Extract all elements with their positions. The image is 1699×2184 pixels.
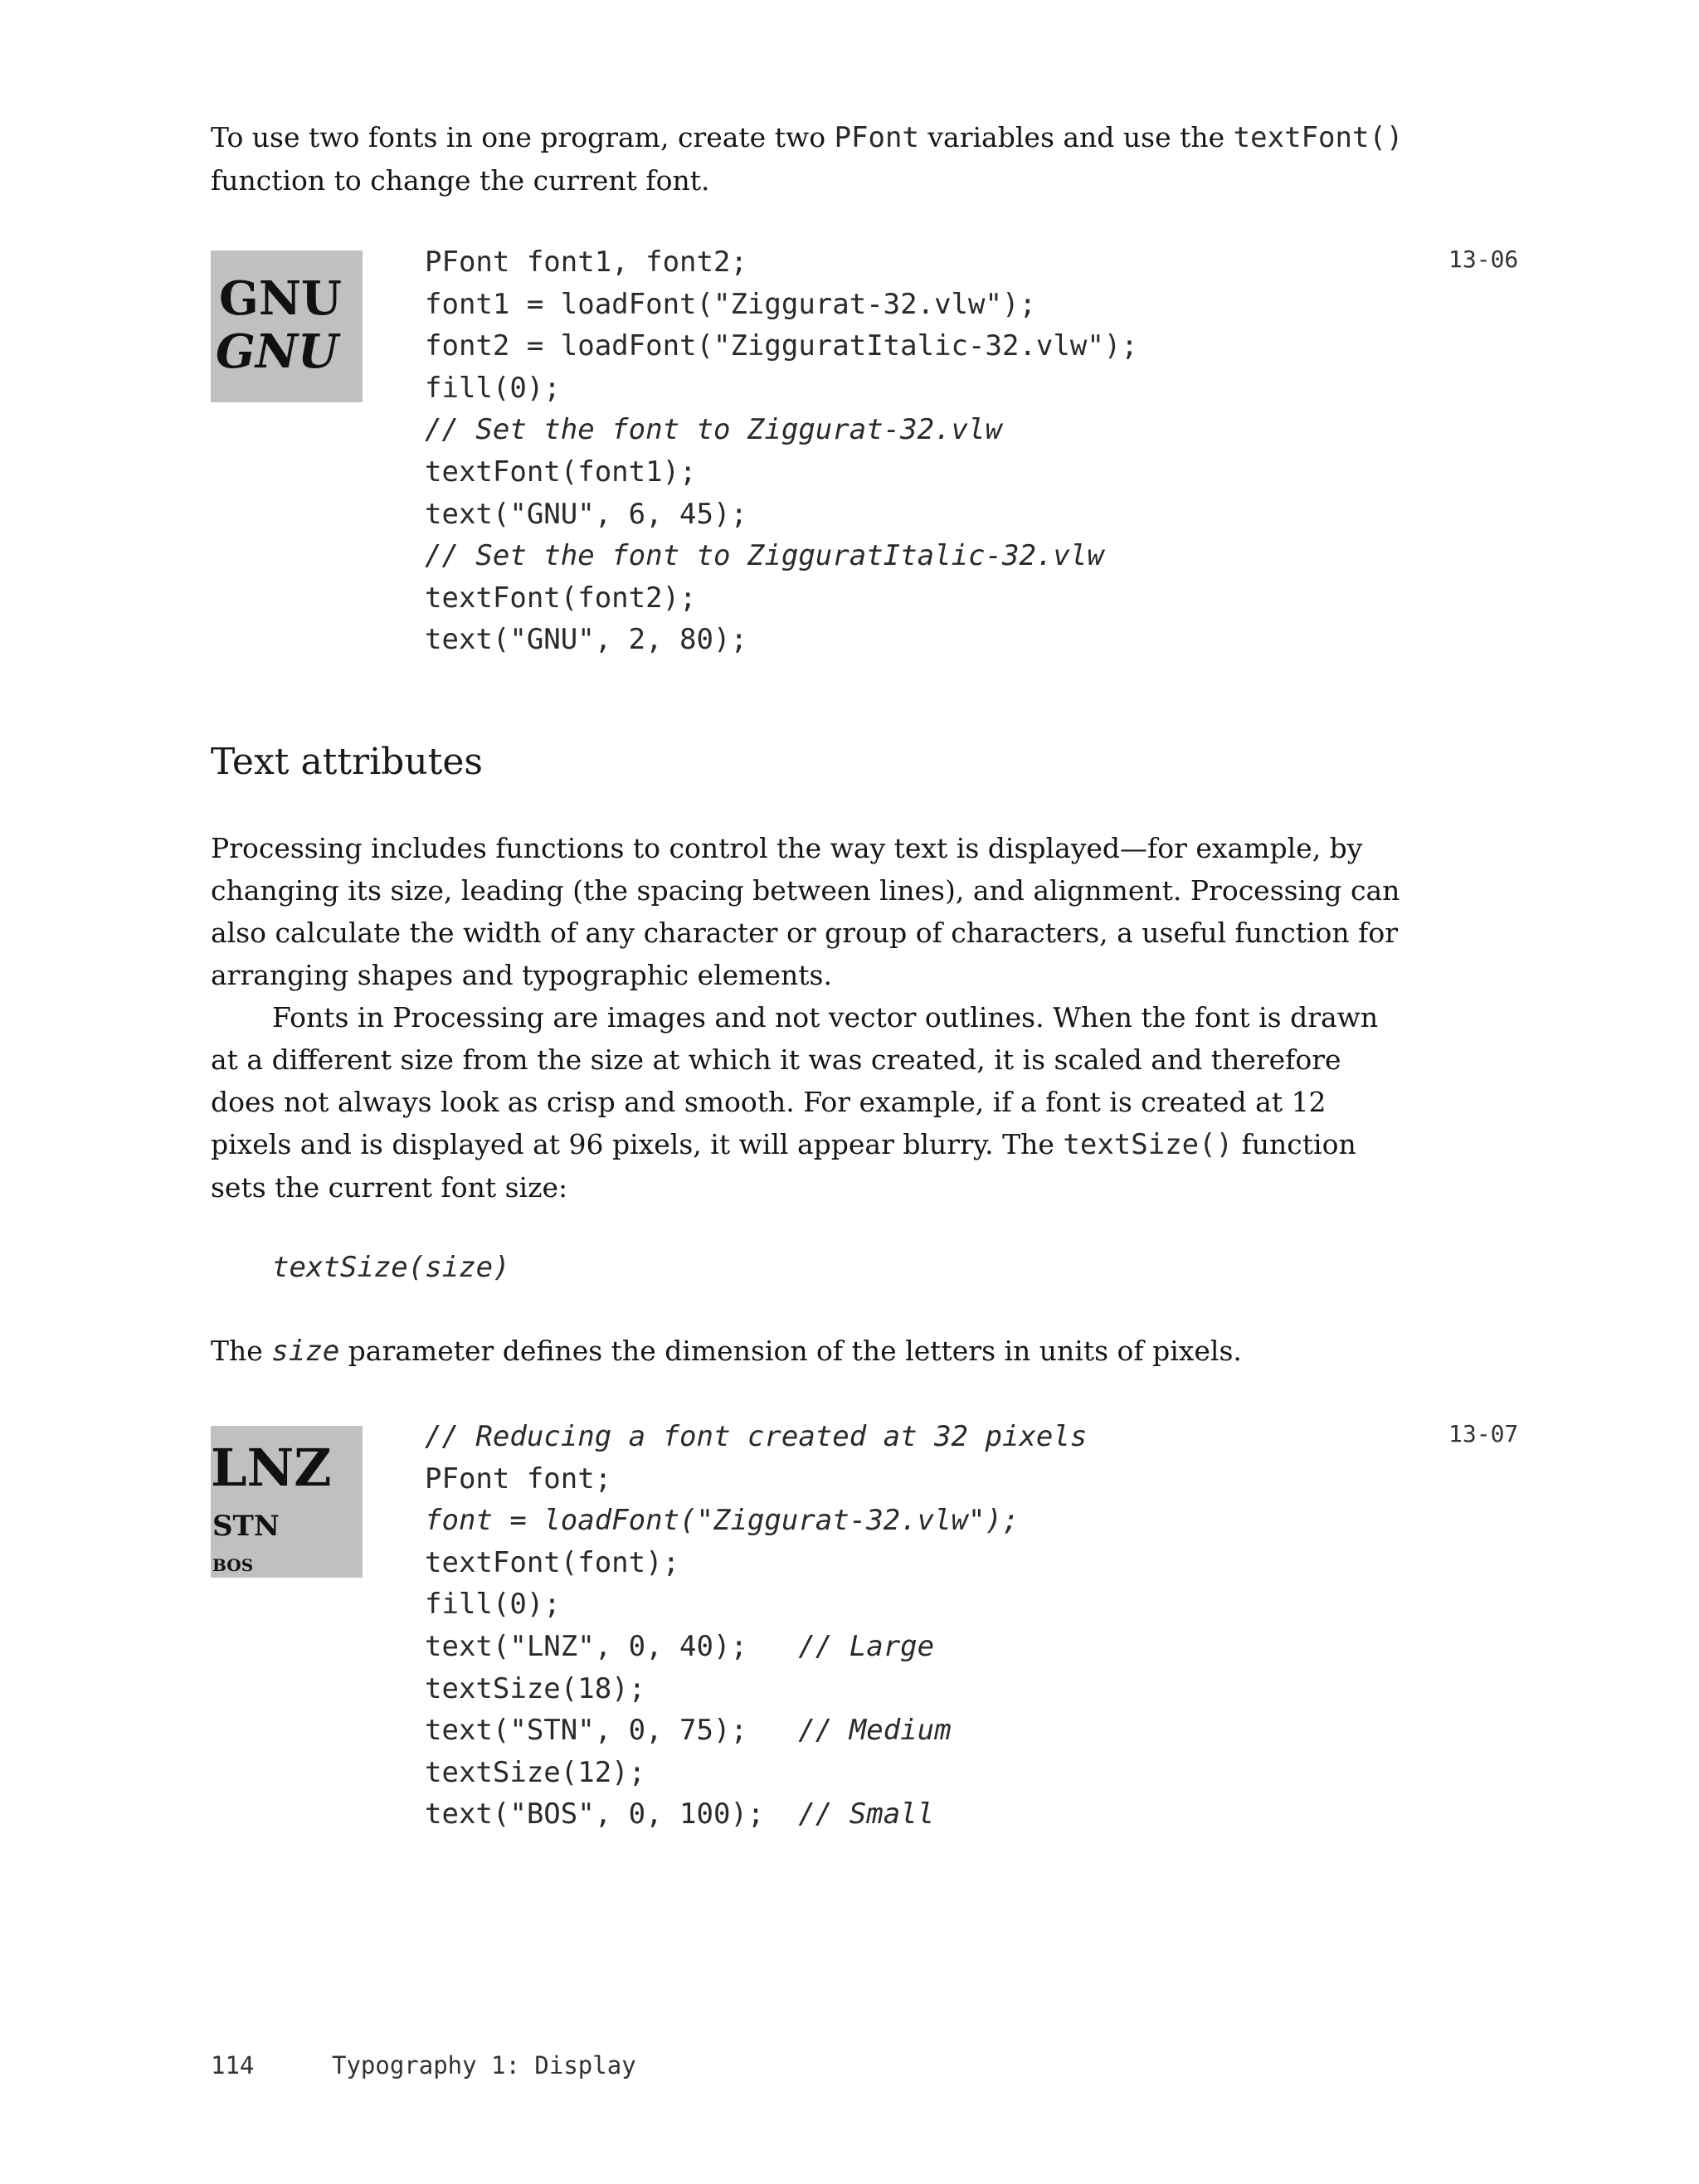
intro-paragraph bbox=[211, 116, 1414, 202]
code-text: textSize(12); bbox=[425, 1755, 646, 1789]
code-text: text("BOS", 0, 100); bbox=[425, 1797, 799, 1831]
code-text: fill(0); bbox=[425, 1588, 561, 1622]
intro-text-3: function to change the current font. bbox=[211, 164, 710, 197]
code-comment: // Reducing a font created at 32 pixels bbox=[425, 1420, 1088, 1453]
code-comment: // Set the font to Ziggurat-32.vlw bbox=[425, 413, 1002, 447]
page-number: 114 bbox=[211, 2051, 255, 2079]
paragraph-text-attributes: Processing includes functions to control the way text is displayed—for example, by changing its size, leading (the spacing between lines), and alignment. Processing can also calculate the width of any character or group of characters, a useful function for arranging shapes and typographic elements. bbox=[211, 832, 1400, 991]
code-line bbox=[425, 1793, 1087, 1836]
code-text: fill(0); bbox=[425, 371, 561, 405]
code-text: PFont font; bbox=[425, 1462, 612, 1496]
code-comment: // Small bbox=[798, 1797, 935, 1831]
code-line bbox=[425, 1500, 1087, 1542]
code-text: text("LNZ", 0, 40); bbox=[425, 1629, 799, 1663]
code-text: text("STN", 0, 75); bbox=[425, 1714, 799, 1748]
output-text-lnz: LNZ bbox=[211, 1437, 332, 1498]
code-line bbox=[425, 1710, 1087, 1752]
output-text-gnu: GNU bbox=[219, 271, 342, 326]
inline-code-textfont: textFont() bbox=[1233, 121, 1404, 154]
example-13-06-output-image bbox=[211, 251, 363, 402]
example-13-07-code bbox=[425, 1416, 1087, 1836]
code-comment: // Medium bbox=[798, 1714, 952, 1748]
code-line bbox=[425, 1458, 1087, 1501]
code-line bbox=[425, 1583, 1087, 1626]
code-line bbox=[425, 451, 1138, 494]
code-text: text("GNU", 6, 45); bbox=[425, 497, 747, 531]
code-text: PFont font1, font2; bbox=[425, 246, 747, 279]
chapter-title: Typography 1: Display bbox=[332, 2051, 636, 2079]
code-text: text("GNU", 2, 80); bbox=[425, 623, 747, 657]
code-comment: // Set the font to ZigguratItalic-32.vlw bbox=[425, 539, 1104, 573]
code-line bbox=[425, 367, 1138, 410]
code-comment: // Large bbox=[798, 1629, 935, 1663]
code-line bbox=[425, 494, 1138, 536]
code-line bbox=[425, 284, 1138, 326]
code-line bbox=[425, 577, 1138, 620]
param-text-2: parameter defines the dimension of the letters in units of pixels. bbox=[339, 1335, 1242, 1367]
syntax-textsize: textSize(size) bbox=[272, 1251, 510, 1284]
code-text: font2 = loadFont("ZigguratItalic-32.vlw"); bbox=[425, 329, 1138, 363]
intro-text-2: variables and use the bbox=[918, 121, 1234, 153]
inline-code-textsize: textSize() bbox=[1063, 1128, 1234, 1161]
param-text-1: The bbox=[211, 1335, 272, 1367]
code-line bbox=[425, 1542, 1087, 1584]
code-line bbox=[425, 1416, 1087, 1458]
code-line bbox=[425, 241, 1138, 284]
inline-code-size: size bbox=[271, 1335, 340, 1368]
paragraph-fonts-images bbox=[211, 996, 1414, 1209]
code-line bbox=[425, 409, 1138, 451]
output-text-bos: BOS bbox=[212, 1555, 254, 1575]
example-13-07-output-image bbox=[211, 1426, 363, 1578]
code-line bbox=[425, 1668, 1087, 1710]
code-line bbox=[425, 535, 1138, 577]
code-text: textFont(font); bbox=[425, 1545, 680, 1579]
example-number-13-06: 13-06 bbox=[1448, 246, 1519, 273]
code-line bbox=[425, 325, 1138, 367]
body-paragraphs bbox=[211, 827, 1414, 1209]
code-line bbox=[425, 1626, 1087, 1668]
code-text: font1 = loadFont("Ziggurat-32.vlw"); bbox=[425, 287, 1036, 321]
code-line bbox=[425, 619, 1138, 661]
example-13-06-code bbox=[425, 241, 1138, 661]
code-comment: font = loadFont("Ziggurat-32.vlw"); bbox=[425, 1504, 1020, 1538]
output-text-stn: STN bbox=[212, 1510, 280, 1543]
code-text: textFont(font1); bbox=[425, 455, 697, 489]
inline-code-pfont: PFont bbox=[834, 121, 919, 154]
code-line bbox=[425, 1752, 1087, 1794]
para2-text-2: function sets the current font size: bbox=[211, 1128, 1356, 1204]
section-heading: Text attributes bbox=[211, 741, 483, 783]
code-text: textSize(18); bbox=[425, 1671, 646, 1705]
output-text-gnu-italic: GNU bbox=[216, 324, 338, 379]
example-number-13-07: 13-07 bbox=[1448, 1420, 1519, 1447]
intro-text-1: To use two fonts in one program, create two bbox=[211, 121, 835, 153]
para2-text-1: Fonts in Processing are images and not vector outlines. When the font is drawn at a different size from the size at which it was created, it is scaled and therefore does not always look as crisp and smooth. For example, if a font is created at 12 pixels and is displayed at 96 pixels, it will appear blurry. The bbox=[211, 1001, 1379, 1160]
code-text: textFont(font2); bbox=[425, 581, 697, 615]
parameter-description bbox=[211, 1330, 1414, 1373]
